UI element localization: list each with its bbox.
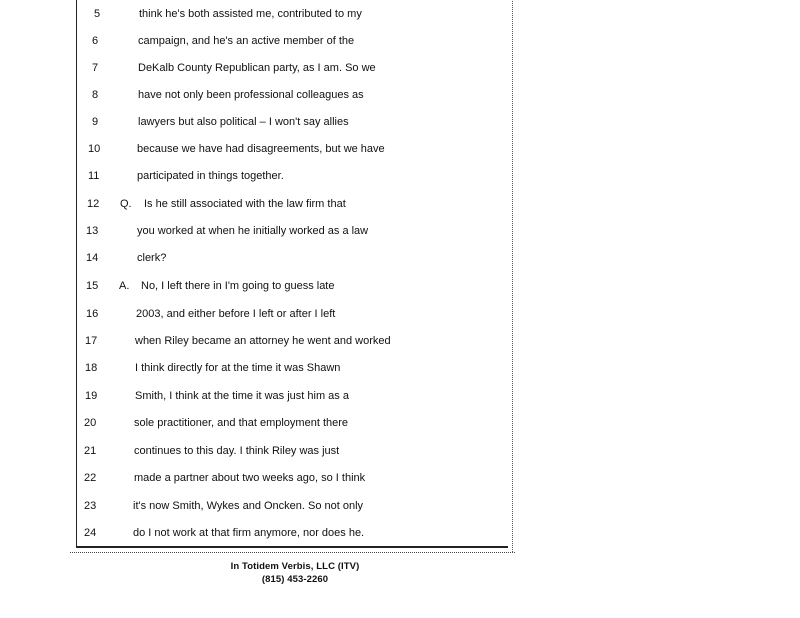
line-number: 14 bbox=[86, 252, 99, 264]
transcript-page-border bbox=[76, 0, 508, 548]
transcript-line bbox=[0, 31, 520, 51]
footer-phone: (815) 453-2260 bbox=[261, 574, 329, 585]
line-text: have not only been professional colleagues as bbox=[138, 89, 364, 101]
line-text: DeKalb County Republican party, as I am. So we bbox=[138, 62, 376, 74]
line-number: 7 bbox=[92, 62, 99, 74]
transcript-line bbox=[0, 331, 520, 351]
line-text: 2003, and either before I left or after I left bbox=[136, 308, 336, 320]
line-number: 5 bbox=[94, 8, 101, 20]
page-bottom-edge bbox=[70, 549, 515, 553]
line-text: continues to this day. I think Riley was just bbox=[134, 445, 340, 457]
line-number: 20 bbox=[84, 417, 97, 429]
transcript-line bbox=[0, 221, 520, 241]
line-number: 16 bbox=[86, 308, 99, 320]
line-number: 13 bbox=[86, 225, 99, 237]
transcript-line bbox=[0, 358, 520, 378]
line-number: 17 bbox=[85, 335, 98, 347]
line-text: you worked at when he initially worked as a law bbox=[137, 225, 369, 237]
transcript-line bbox=[0, 166, 520, 186]
line-number: 10 bbox=[88, 143, 101, 155]
line-text: campaign, and he's an active member of the bbox=[138, 35, 355, 47]
line-number: 9 bbox=[92, 116, 99, 128]
line-text: sole practitioner, and that employment there bbox=[134, 417, 349, 429]
transcript-line bbox=[0, 386, 520, 406]
line-text: clerk? bbox=[137, 252, 167, 264]
line-number: 19 bbox=[85, 390, 98, 402]
line-number: 15 bbox=[86, 280, 99, 292]
transcript-line bbox=[0, 496, 520, 516]
line-text: it's now Smith, Wykes and Oncken. So not only bbox=[133, 500, 364, 512]
line-number: 23 bbox=[84, 500, 97, 512]
transcript-line bbox=[0, 468, 520, 488]
transcript-line bbox=[0, 413, 520, 433]
line-number: 21 bbox=[84, 445, 97, 457]
line-text: participated in things together. bbox=[137, 170, 284, 182]
transcript-line bbox=[0, 112, 520, 132]
transcript-line bbox=[0, 304, 520, 324]
line-text: I think directly for at the time it was Shawn bbox=[135, 362, 341, 374]
line-text: made a partner about two weeks ago, so I think bbox=[134, 472, 366, 484]
line-text: think he's both assisted me, contributed to my bbox=[139, 8, 362, 20]
transcript-line bbox=[0, 4, 520, 24]
line-prefix: Q. bbox=[120, 198, 132, 210]
line-text: Is he still associated with the law firm that bbox=[144, 198, 346, 210]
transcript-line bbox=[0, 523, 520, 543]
line-number: 11 bbox=[88, 170, 100, 182]
line-text: do I not work at that firm anymore, nor does he. bbox=[133, 527, 365, 539]
transcript-line bbox=[0, 248, 520, 268]
line-number: 6 bbox=[92, 35, 99, 47]
line-prefix: A. bbox=[119, 280, 130, 292]
line-number: 22 bbox=[84, 472, 97, 484]
line-text: Smith, I think at the time it was just him as a bbox=[135, 390, 349, 402]
transcript-line bbox=[0, 85, 520, 105]
transcript-line bbox=[0, 194, 520, 214]
transcript-line bbox=[0, 58, 520, 78]
line-text: No, I left there in I'm going to guess late bbox=[141, 280, 335, 292]
transcript-line bbox=[0, 139, 520, 159]
line-text: lawyers but also political – I won't say allies bbox=[138, 116, 349, 128]
footer-company: In Totidem Verbis, LLC (ITV) bbox=[230, 561, 360, 572]
line-number: 18 bbox=[85, 362, 98, 374]
line-number: 24 bbox=[84, 527, 97, 539]
line-text: when Riley became an attorney he went and worked bbox=[135, 335, 391, 347]
transcript-line bbox=[0, 276, 520, 296]
line-number: 8 bbox=[92, 89, 99, 101]
line-text: because we have had disagreements, but we have bbox=[137, 143, 385, 155]
line-number: 12 bbox=[87, 198, 100, 210]
transcript-line bbox=[0, 441, 520, 461]
